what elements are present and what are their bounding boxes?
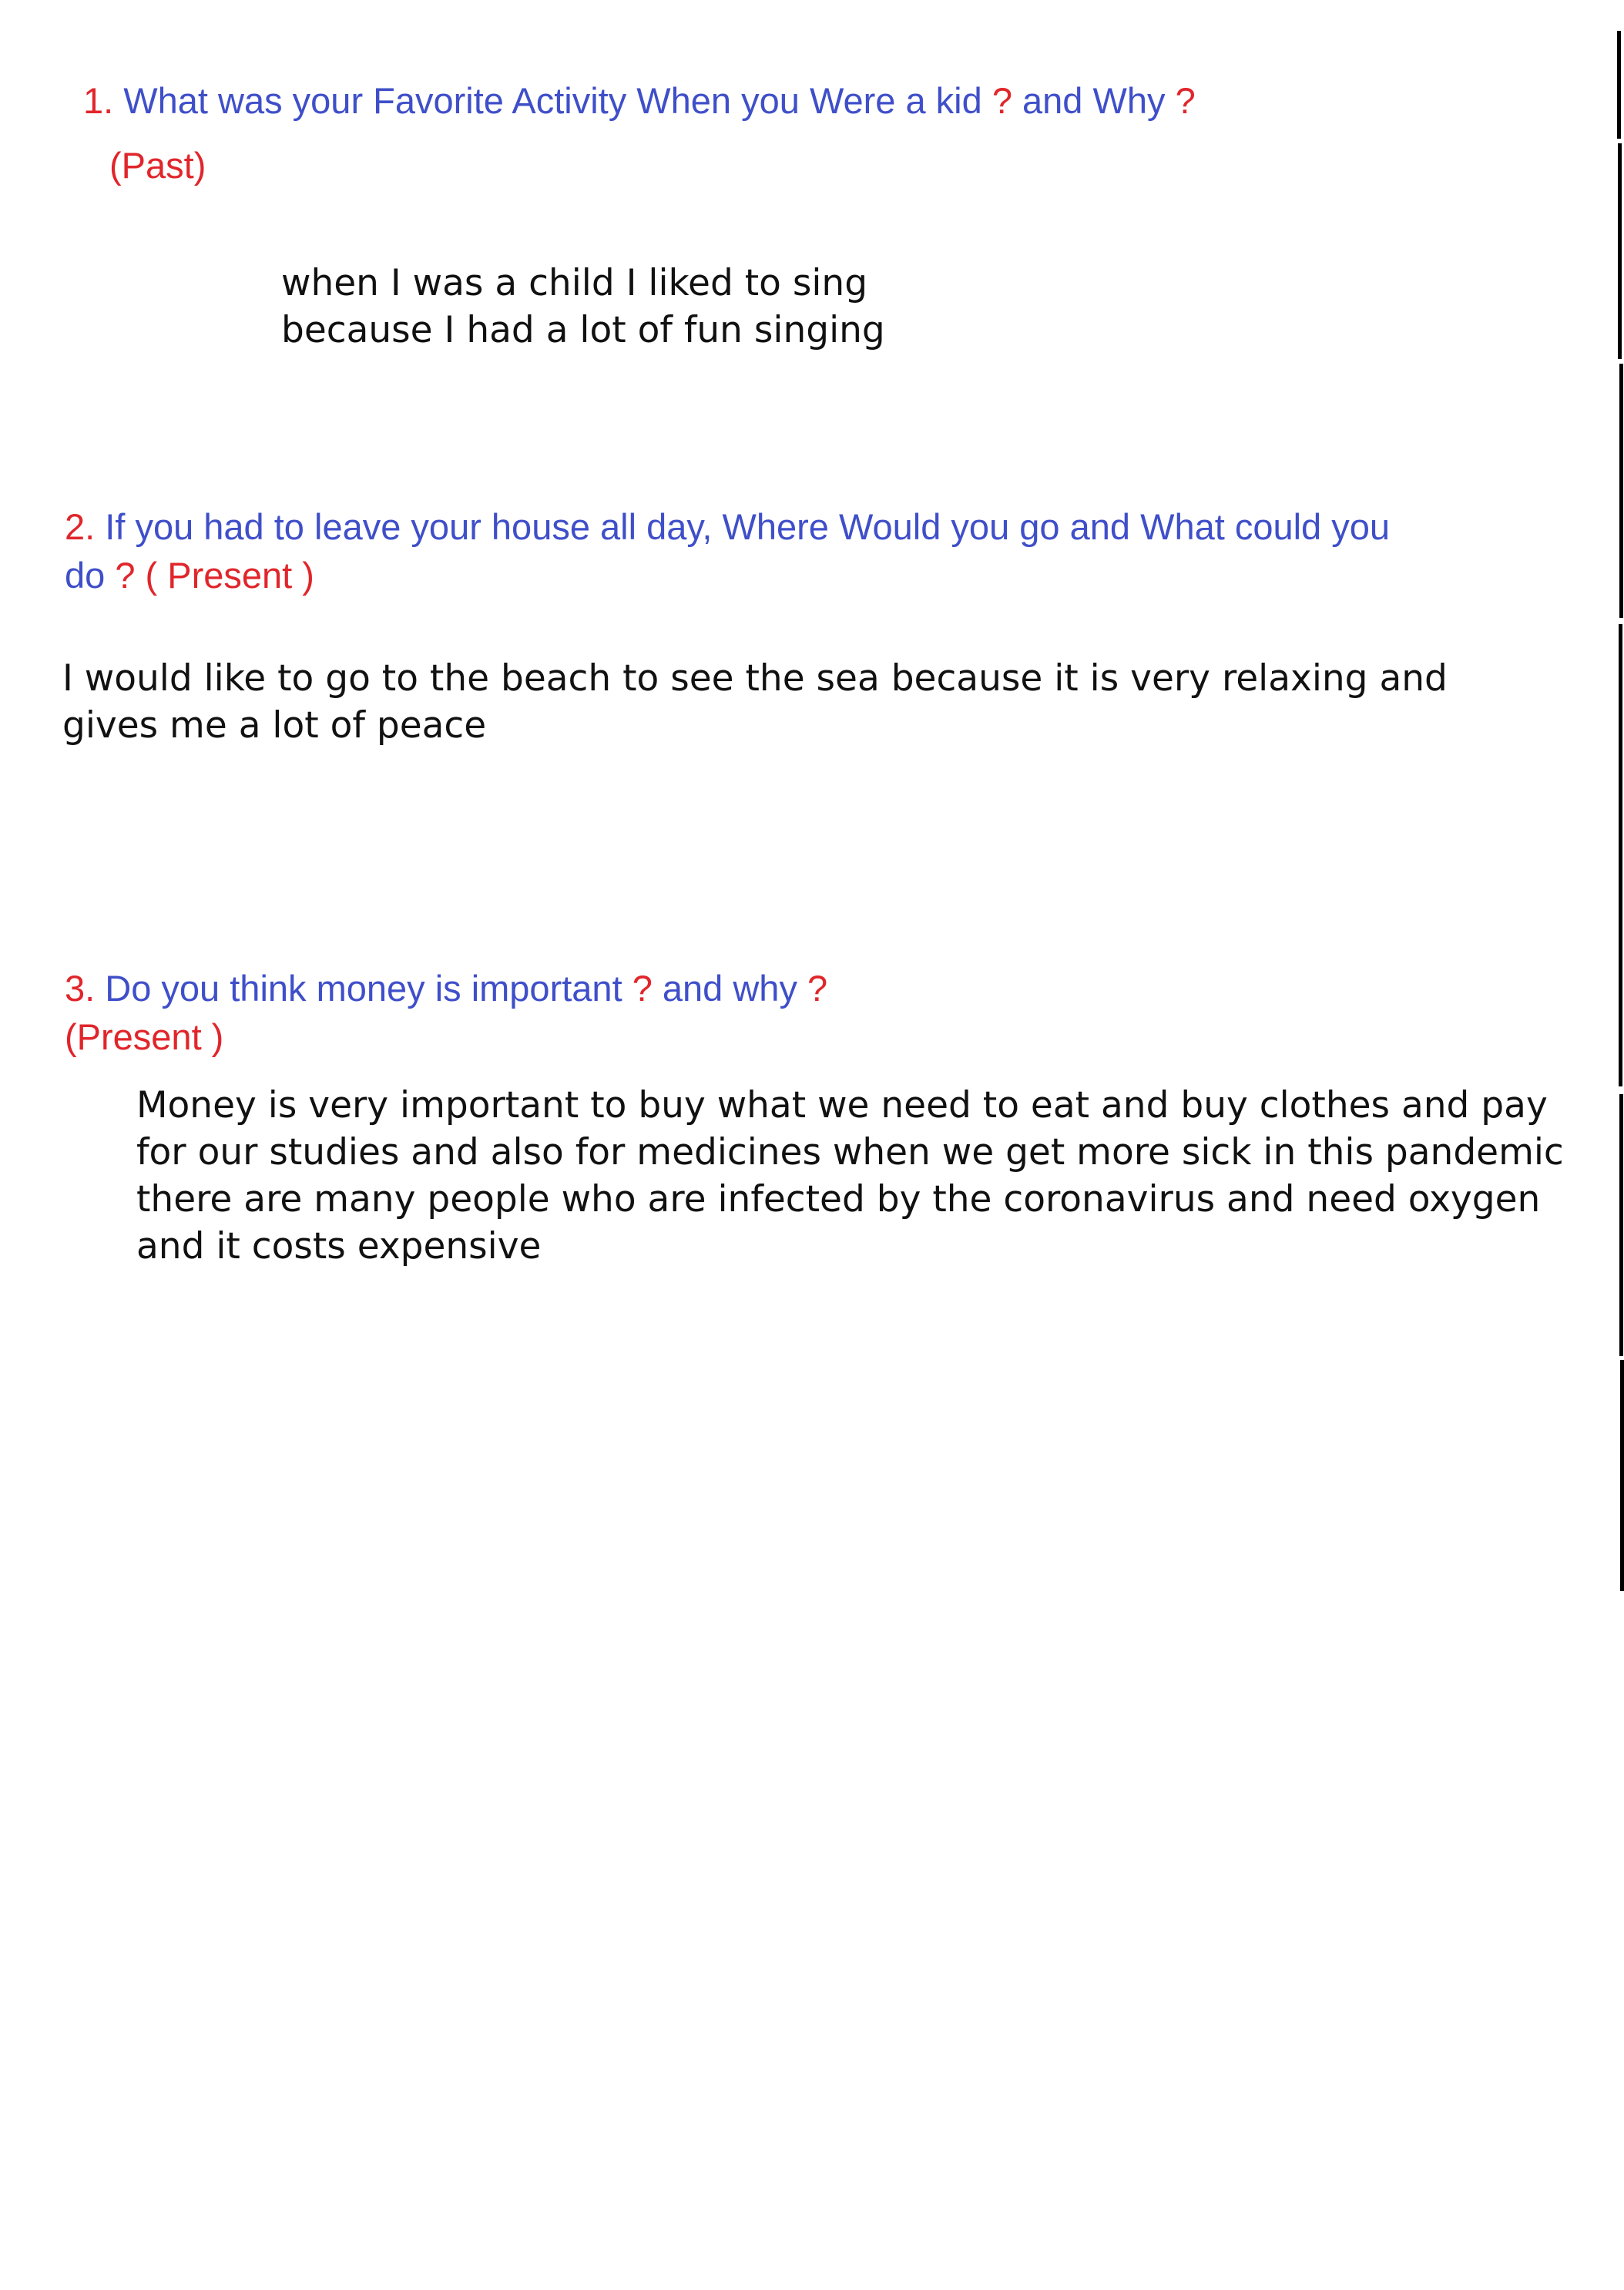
- question-1-qmark: ?: [992, 80, 1012, 121]
- answer-2: I would like to go to the beach to see the sea because it is very relaxing and gives me a lot of peace: [62, 657, 1448, 747]
- question-1-tense: (Past): [109, 145, 206, 186]
- right-edge-line-3: [1619, 364, 1623, 618]
- question-2-qmark: ?: [115, 555, 136, 596]
- question-3-number: 3.: [65, 968, 96, 1009]
- right-edge-line-2: [1618, 143, 1622, 359]
- question-2-line-2: [65, 552, 314, 599]
- right-edge-line-4: [1619, 624, 1622, 1086]
- question-2: [65, 503, 1390, 551]
- question-1-qmark-2: ?: [1175, 80, 1196, 121]
- question-1-text-2: and Why: [1022, 80, 1166, 121]
- question-1-text: What was your Favorite Activity When you Were a kid: [123, 80, 982, 121]
- question-3: [65, 965, 827, 1012]
- question-3-text-2: and why: [662, 968, 797, 1009]
- question-2-tense: ( Present ): [145, 555, 314, 596]
- question-1-number: 1.: [83, 80, 114, 121]
- answer-1: when I was a child I liked to sing because I had a lot of fun singing: [281, 262, 885, 351]
- answer-3: Money is very important to buy what we need to eat and buy clothes and pay for our studies and also for medicines when we get more sick in this pandemic there are many people who are infected by the coronavirus and need oxygen and it costs expensive: [136, 1084, 1564, 1268]
- question-2-text: If you had to leave your house all day, Where Would you go and What could you: [105, 506, 1391, 547]
- question-3-tense: (Present ): [65, 1016, 224, 1057]
- question-3-qmark: ?: [632, 968, 653, 1009]
- right-edge-line-6: [1620, 1360, 1624, 1591]
- question-1: [83, 77, 1196, 125]
- question-3-text: Do you think money is important: [105, 968, 622, 1009]
- question-2-number: 2.: [65, 506, 96, 547]
- question-2-text-line-2: do: [65, 555, 106, 596]
- right-edge-line-1: [1617, 31, 1621, 139]
- question-3-qmark-2: ?: [807, 968, 828, 1009]
- right-edge-line-5: [1619, 1094, 1623, 1356]
